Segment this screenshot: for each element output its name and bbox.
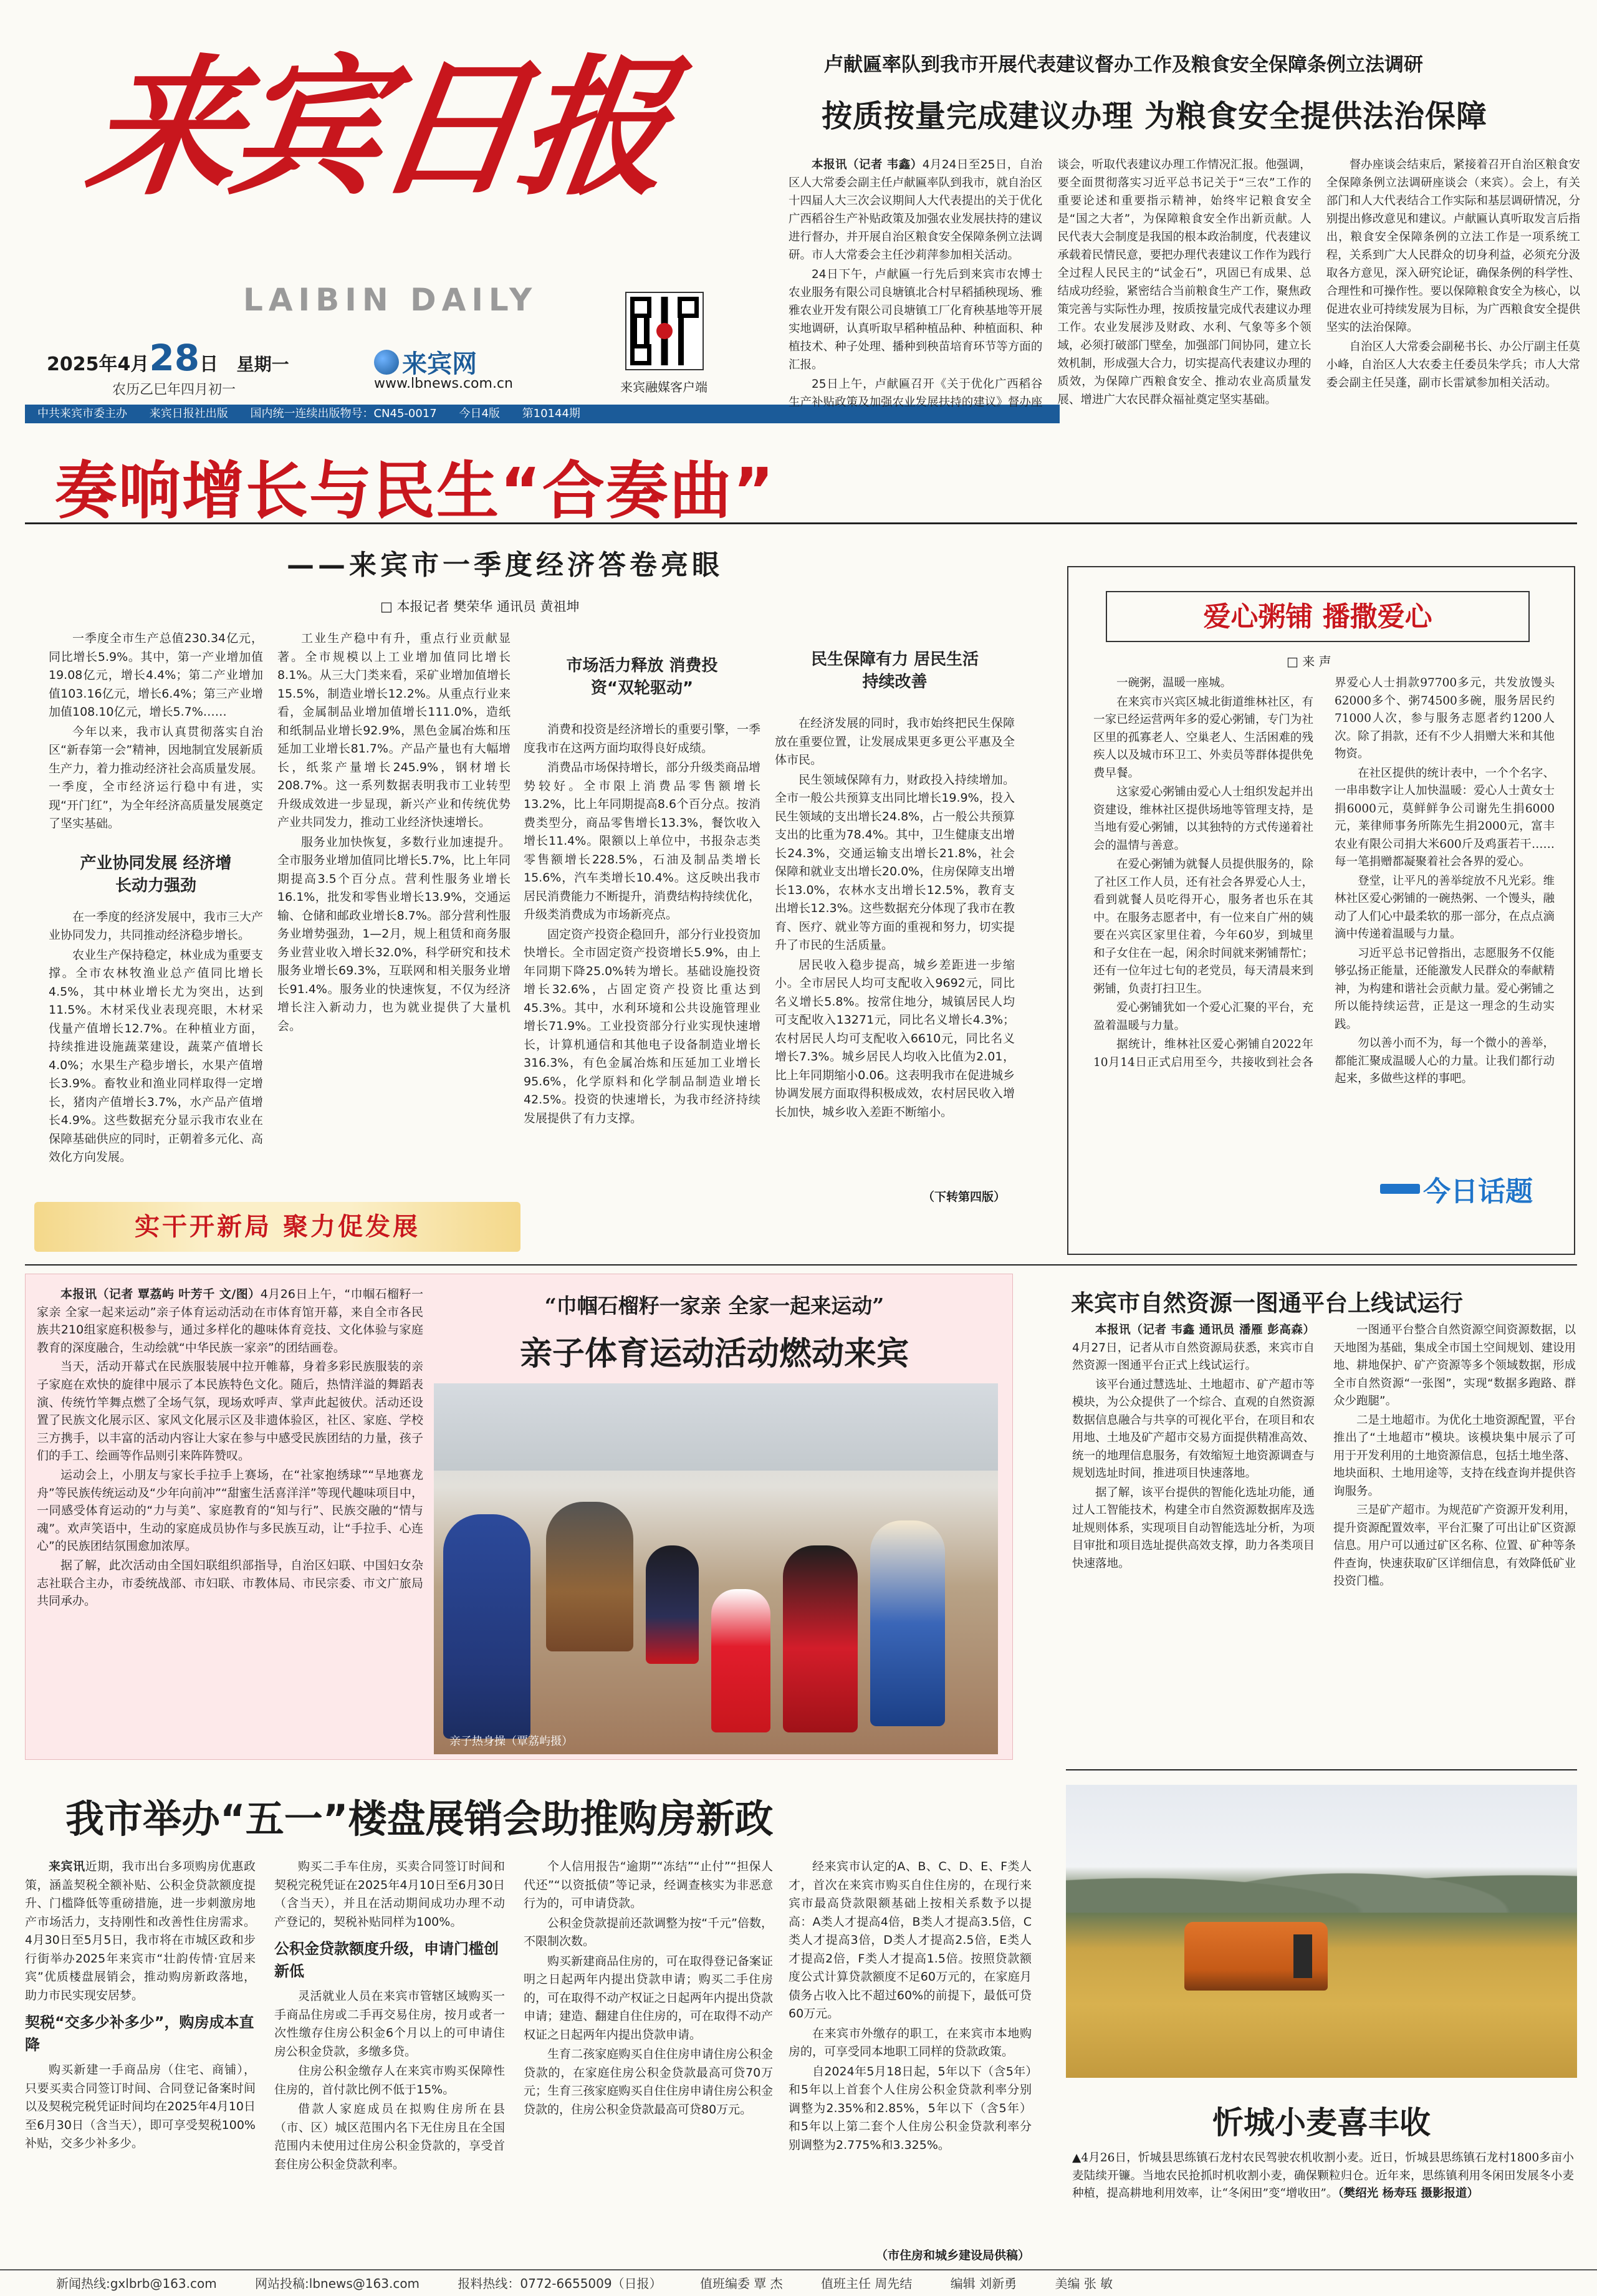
lead-section-heading-1: 产业协同发展 经济增长动力强劲 — [80, 853, 232, 895]
lead-body-col3: 市场活力释放 消费投资“双轮驱动” 消费和投资是经济增长的重要引擎，一季度我市在这两方面均取得良好成绩。 消费品市场保持增长，部分升级类商品增势较好。全市限上消费品零售额增长13.2%，比上年同期提高8.6个百分点。按消费类型分，商品零售增长13.3%，餐饮收入增长11.4%。限额以上单位中，书报杂志类零售额增长228.5%，石油及制品类增长15.6%，汽车类增长10.4%。这反映出我市居民消费能力不断提升，消费结构持续优化，升级类消费成为市场新亮点。 固定资产投资企稳回升，部分行业投资加快增长。全市固定资产投资增长5.9%，由上年同期下降25.0%转为增长。基础设施投资增长32.6%，占固定资产投资比重达到45.3%。其中，水利环境和公共设施管理业增长71.9%。工业投资部分行业实现快速增长，计算机通信和其他电子设备制造业增长316.3%，有色金属冶炼和压延加工业增长95.6%，化学原料和化学制品制造业增长42.5%。投资的快速增长，为我市经济持续发展提供了有力支撑。 — [524, 630, 760, 1303]
globe-icon — [374, 350, 399, 375]
today-topic-badge: 今日话题 — [1380, 1169, 1533, 1204]
housing-body-col4: 经来宾市认定的A、B、C、D、E、F类人才，首次在来宾市购买自住住房的，在现行来宾市最高贷款限额基础上按相关系数予以提高：A类人才提高4倍，B类人才提高3.5倍，C类人才提高3倍，D类人才提高2.5倍，E类人才提高2倍，F类人才提高1.5倍。按照贷款额度公式计算贷款额度不足60万元的，在家庭月债务占收入比不超过60%的前提下，最低可贷60万元。 在来宾市外缴存的职工，在来宾市本地购房的，可享受同本地职工同样的贷款政策。 自2024年5月18日起，5年以下（含5年）和5年以上首套个人住房公积金贷款利率分别调整为2.35%和2.85%，5年以下（含5年）和5年以上第二套个人住房公积金贷款利率分别调整为2.775%和3.325%。 — [789, 1860, 1032, 2152]
lead-section-heading-2: 市场活力释放 消费投资“双轮驱动” — [566, 656, 718, 698]
masthead-lunar-date: 农历乙巳年四月初一 — [112, 382, 236, 398]
top-story-headline: 按质按量完成建议办理 为粮食安全提供法治保障 — [822, 98, 1488, 134]
housing-section-heading-2: 公积金贷款额度升级，申请门槛创新低 — [274, 1940, 499, 1980]
website-url[interactable]: www.lbnews.com.cn — [374, 376, 513, 391]
lead-body-col1: 一季度全市生产总值230.34亿元，同比增长5.9%。其中，第一产业增加值19.08亿元，增长4.4%；第二产业增加值103.16亿元，增长6.4%；第三产业增加值108.10亿元，增长5.7%…… 今年以来，我市认真贯彻落实自治区“新春第一会”精神，因地制宜发展新质生产力，着力推动经济社会高质量发展。一季度，全市经济运行稳中有进，实现“开门红”，为全年经济高质量发展奠定了坚实基础。 产业协同发展 经济增长动力强劲 在一季度的经济发展中，我市三大产业协同发力，共同推动经济稳步增长。 农业生产保持稳定，林业成为重要支撑。全市农林牧渔业总产值同比增长4.5%，其中林业增长尤为突出，达到11.5%。木材采伐业表现亮眼，木材采伐量产值增长12.7%。在种植业方面，持续推进设施蔬菜建设，蔬菜产值增长4.0%；水果生产稳步增长，水果产值增长3.9%。畜牧业和渔业同样取得一定增长，猪肉产值增长3.7%，水产品产值增长4.9%。这些数据充分显示我市农业在保障基础供应的同时，正朝着多元化、高效化方向发展。 — [49, 632, 263, 1164]
qr-caption: 来宾融媒客户端 — [620, 380, 707, 395]
lead-byline: □ 本报记者 樊荣华 通讯员 黄祖坤 — [380, 599, 580, 614]
resources-body: 本报讯（记者 韦鑫 通讯员 潘雁 彭高森）4月27日，记者从市自然资源局获悉，来宾市自然资源一图通平台正式上线试运行。 该平台通过慧选址、土地超市、矿产超市等模块，为公众提供了一个综合、直观的自然资源数据信息融合与共享的可视化平台，在项目和农用地、土地及矿产超市交易方面提供精准高效、统一的地理信息服务，有效缩短土地资源调查与规划选址时间，推进项目快速落地。 据了解，该平台提供的智能化选址功能，通过人工智能技术，构建全市自然资源数据库及选址规则体系，实现项目自动智能选址分析，为项目审批和项目选址提供高效支撑，助力各类项目快速落地。 一图通平台整合自然资源空间资源数据，以天地图为基础，集成全市国土空间规划、建设用地、耕地保护、矿产资源等多个领域数据，形成全市自然资源“一张图”，实现“数据多跑路、群众少跑腿”。 二是土地超市。为优化土地资源配置，平台推出了“土地超市”模块。该模块集中展示了可用于开发利用的土地资源信息，包括土地坐落、地块面积、土地用途等，支持在线查询并提供咨询服务。 三是矿产超市。为规范矿产资源开发利用，提升资源配置效率，平台汇聚了可出让矿区资源信息。用户可以通过矿区名称、位置、矿种等条件查询，快速获取矿区详细信息，有效降低矿业投资门槛。 — [1072, 1323, 1576, 1588]
side-column-body: 一碗粥，温暖一座城。 在来宾市兴宾区城北街道维林社区，有一家已经运营两年多的爱心粥铺，专门为社区里的孤寡老人、空巢老人、生活困难的残疾人以及城市环卫工、外卖员等群体提供免费早餐。 这家爱心粥铺由爱心人士组织发起并出资建设，维林社区提供场地等管理支持，是当地有爱心粥铺，以其独特的方式传递着社会的温情与善意。 在爱心粥铺为就餐人员提供服务的，除了社区工作人员，还有社会各界爱心人士，看到就餐人员吃得开心，服务者也乐在其中。在服务志愿者中，有一位来自广州的姨要在兴宾区家里住着，今年60岁，到城里和子女住在一起，闲余时间就来粥铺帮忙；还有一位年过七旬的老党员，每天清晨来到粥铺，负责打扫卫生。 爱心粥铺犹如一个爱心汇聚的平台，充盈着温暖与力量。 据统计，维林社区爱心粥铺自2022年10月14日正式启用至今，共接收到社会各界爱心人士捐款97700多元，共发放馒头62000多个、粥74500多碗，服务居民约71000人次，参与服务志愿者约1200人次。除了捐款，还有不少人捐赠大米和其他物资。 在社区提供的统计表中，一个个名字、一串串数字让人加快温暖：爱心人士黄女士捐6000元，莫鲜鲜争公司谢先生捐6000元，莱律师事务所陈先生捐2000元，富丰农业有限公司捐大米600斤及鸡蛋若干……每一笔捐赠都凝聚着社会各界的爱心。 登堂，让平凡的善举绽放不凡光彩。维林社区爱心粥铺的一碗热粥、一个馒头，融动了人们心中最柔软的那一部分，在点点滴滴中传递着温暖与力量。 习近平总书记曾指出，志愿服务不仅能够弘扬正能量，还能激发人民群众的奉献精神，为构建和谐社会贡献力量。爱心粥铺之所以能持续运营，正是这一理念的生动实践。 勿以善小而不为，每一个微小的善举，都能汇聚成温暖人心的力量。让我们都行动起来，多做些这样的事吧。 — [1093, 676, 1555, 1085]
housing-headline: 我市举办“五一”楼盘展销会助推购房新政 — [65, 1796, 774, 1842]
side-column-box — [1067, 566, 1575, 1255]
masthead-title: 来宾日报 — [78, 40, 676, 216]
top-story-kicker: 卢献匾率队到我市开展代表建议督办工作及粮食安全保障条例立法调研 — [824, 54, 1423, 76]
lead-body-col2: 工业生产稳中有升，重点行业贡献显著。全市规模以上工业增加值同比增长8.1%。从三大门类来看，采矿业增加值增长15.5%，制造业增长12.2%。从重点行业来看，金属制品业增加值增长111.0%，造纸和纸制品业增长92.9%，黑色金属冶炼和压延加工业增长81.7%。产品产量也有大幅增长，纸浆产量增长245.9%，钢材增长208.7%。这一系列数据表明我市工业转型升级成效进一步显现，新兴产业和传统优势产业共同发力，推动工业经济快速增长。 服务业加快恢复，多数行业加速提升。全市服务业增加值同比增长5.7%，比上年同期提高3.5个百分点。营利性服务业增长16.1%，批发和零售业增长13.9%，交通运输、仓储和邮政业增长8.7%。部分营利性服务业增势强劲，1—2月，规上租赁和商务服务业营业收入增长32.0%，科学研究和技术服务业增长69.3%，互联网和相关服务业增长91.4%。服务业的快速恢复，不仅为经济增长注入新动力，也为就业提供了大量机会。 — [277, 632, 511, 1033]
wheat-caption-box: ▲4月26日，忻城县思练镇石龙村农民驾驶农机收割小麦。近日，忻城县思练镇石龙村1800多亩小麦陆续开镰。当地农民抢抓时机收割小麦，确保颗粒归仓。近年来，思练镇利用冬闲田发展冬小麦种植，提高耕地利用效率，让“冬闲田”变“增收田”。（樊绍光 杨寿珏 摄影报道） — [1072, 2151, 1574, 2200]
housing-body-col1: 来宾讯近期，我市出台多项购房优惠政策，涵盖契税全额补贴、公积金贷款额度提升、门槛降低等重磅措施，进一步刺激房地产市场活力，支持刚性和改善性住房需求。4月30日至5月5日，我市将在市城区政和步行街举办2025年来宾市“壮韵传情·宜居来宾”优质楼盘展销会，推动购房新政落地，助力市民实现安居梦。 契税“交多少补多少”，购房成本直降 购买新建一手商品房（住宅、商铺），只要买卖合同签订时间、合同登记备案时间以及契税完税凭证时间均在2025年4月10日至6月30日（含当天），即可享受契税100%补贴，交多少补多少。 — [25, 1860, 256, 2150]
parent-child-headline: 亲子体育运动活动燃动来宾 — [519, 1335, 909, 1373]
housing-source: （市住房和城乡建设局供稿） — [876, 2249, 1030, 2262]
footer-bar: 新闻热线:gxlbrb@163.com 网站投稿:lbnews@163.com 报料热线：0772-6655009（日报） 值班编委 覃 杰 值班主任 周先结 编辑 刘新勇 美编 张 敏 — [0, 2269, 1597, 2296]
wheat-photo — [1066, 1785, 1577, 2078]
lead-section-heading-3: 民生保障有力 居民生活持续改善 — [810, 650, 979, 691]
parent-child-body: 本报讯（记者 覃荔屿 叶芳千 文/图）4月26日上午，“巾帼石榴籽一家亲 全家一起来运动”亲子体育运动活动在市体育馆开幕，来自全市各民族共210组家庭积极参与，通过多样化的趣味体育竞技、文化体验与家庭教育的深度融合，生动绘就“中华民族一家亲”的团结画卷。 当天，活动开幕式在民族服装展中拉开帷幕，身着多彩民族服装的亲子家庭在欢快的旋律中展示了本民族特色文化。随后，热情洋溢的舞蹈表演、传统竹竿舞点燃了全场气氛，现场欢呼声、掌声此起彼伏。活动还设置了民族文化展示区、家风文化展示区及非遗体验区，社区、家庭、学校三方携手，以丰富的活动内容让大家在参与中感受民族团结的力量，孩子们的手工、绘画等作品则引来阵阵赞叹。 运动会上，小朋友与家长手拉手上赛场，在“社家抱绣球”“旱地赛龙舟”等民族传统运动及“少年向前冲”“甜蜜生活喜洋洋”等现代趣味项目中，一同感受体育运动的“力与美”、家庭教育的“知与行”、民族交融的“情与魂”。欢声笑语中，生动的家庭成员协作与多民族互动，让“手拉手、心连心”的民族团结氛围愈加浓厚。 据了解，此次活动由全国妇联组织部指导，自治区妇联、中国妇女杂志社联合主办，市委统战部、市妇联、市教体局、市民宗委、市文广旅局共同承办。 — [37, 1287, 423, 1608]
housing-section-heading-1: 契税“交多少补多少”，购房成本直降 — [25, 2014, 254, 2053]
parent-child-kicker: “巾帼石榴籽一家亲 全家一起来运动” — [544, 1294, 885, 1318]
side-column-author: □ 来 声 — [1287, 654, 1331, 669]
top-story-body: 本报讯（记者 韦鑫）4月24日至25日，自治区人大常委会副主任卢献匾率队到我市，就自治区十四届人大三次会议期间人大代表提出的关于优化广西稻谷生产补贴政策及加强农业发展扶持的建议进行督办，并开展自治区粮食安全保障条例立法调研。市人大常委会主任沙莉萍参加相关活动。 24日下午，卢献匾一行先后到来宾市农博士农业服务有限公司良塘镇北合村早稻插秧现场、雅雅农业开发有限公司良塘镇工厂化育秧基地等开展实地调研，认真听取早稻种植品种、种植面积、种植技术、种子处理、播种到秧苗培育环节等方面的汇报。 25日上午，卢献匾召开《关于优化广西稻谷生产补贴政策及加强农业发展扶持的建议》督办座谈会，听取代表建议办理工作情况汇报。他强调，要全面贯彻落实习近平总书记关于“三农”工作的重要论述和重要指示精神，始终牢记粮食安全是“国之大者”，为保障粮食安全作出新贡献。人民代表大会制度是我国的根本政治制度，代表建议承载着民情民意，要把办理代表建议工作作为践行全过程人民民主的“试金石”，巩固已有成果、总结成功经验，紧密结合当前粮食生产工作，聚焦政策完善与实际性办理，按质按量完成代表建议办理工作。农业发展涉及财政、水利、气象等多个领域，必须打破部门壁垒，加强部门间协同，建立长效机制，形成强大合力，切实提高代表建议办理的质效，为保障广西粮食安全、推动农业高质量发展、增进广大农民群众福祉奠定坚实基础。 督办座谈会结束后，紧接着召开自治区粮食安全保障条例立法调研座谈会（来宾）。会上，有关部门和人大代表结合工作实际和基层调研情况，分别提出修改意见和建议。卢献匾认真听取发言后指出，粮食安全保障条例的立法工作是一项系统工程，关系到广大人民群众的切身利益，必须充分汲取各方意见，深入研究论证，确保条例的科学性、合理性和可操作性。要以保障粮食安全为核心，以促进农业可持续发展为目标，为广西粮食安全提供坚实的法治保障。 自治区人大常委会副秘书长、办公厅副主任莫小峰，自治区人大农委主任委员朱学兵；市人大常委会副主任吴蓬，副市长雷斌参加相关活动。 — [789, 158, 1580, 409]
campaign-banner: 实干开新局 聚力促发展 — [34, 1202, 520, 1252]
parent-child-box — [25, 1274, 1013, 1760]
wheat-headline: 忻城小麦喜丰收 — [1212, 2105, 1431, 2141]
parent-child-photo — [434, 1383, 998, 1754]
side-column-title-box — [1106, 591, 1530, 642]
housing-body-col2: 购买二手车住房，买卖合同签订时间和契税完税凭证在2025年4月10日至6月30日（含当天），并且在活动期间成功办理不动产登记的，契税补贴同样为100%。 公积金贷款额度升级，申请门槛创新低 灵活就业人员在来宾市管辖区域购买一手商品住房或二手再交易住房，按月或者一次性缴存住房公积金6个月以上的可申请住房公积金贷款，多缴多贷。 住房公积金缴存人在来宾市购买保障性住房的，首付款比例不低于15%。 借款人家庭成员在拟购住房所在县（市、区）城区范围内名下无住房且在全国范围内未使用过住房公积金贷款的，享受首套住房公积金贷款利率。 — [274, 1860, 505, 2171]
masthead-english-title: LAIBIN DAILY — [243, 282, 538, 318]
lead-body-col4: 民生保障有力 居民生活持续改善 在经济发展的同时，我市始终把民生保障放在重要位置，让发展成果更多更公平惠及全体市民。 民生领域保障有力，财政投入持续增加。全市一般公共预算支出同比增长19.9%，投入民生领域的支出增长24.8%，占一般公共预算支出的比重为78.4%。其中，卫生健康支出增长24.3%，交通运输支出增长21.8%，社会保障和就业支出增长20.0%，住房保障支出增长13.0%，农林水支出增长12.5%，教育支出增长12.3%。这些数据充分体现了我市在教育、医疗、就业等方面的重视和努力，切实提升了市民的生活质量。 居民收入稳步提高，城乡差距进一步缩小。全市居民人均可支配收入9692元，同比名义增长5.8%。按常住地分，城镇居民人均可支配收入13271元，同比名义增长4.3%；农村居民人均可支配收入6610元，同比名义增长7.3%。城乡居民人均收入比值为2.01，比上年同期缩小0.06。这表明我市在促进城乡协调发展方面取得积极成效，农村居民收入增长加快，城乡收入差距不断缩小。 — [775, 630, 1015, 1284]
speech-bubble-icon — [1380, 1184, 1420, 1194]
lead-subtitle: ——来宾市一季度经济答卷亮眼 — [287, 549, 723, 581]
info-bar: 中共来宾市委主办 来宾日报社出版 国内统一连续出版物号：CN45-0017 今日4版 第10144期 — [25, 405, 1060, 423]
lead-headline: 奏响增长与民生“合奏曲” — [55, 454, 775, 527]
parent-child-photo-caption: 亲子热身操（覃荔屿摄） — [449, 1735, 573, 1748]
housing-body-col3: 个人信用报告“逾期”“冻结”“止付”“担保人代还”“以资抵债”等记录，经调查核实为非恶意行为的，可申请贷款。 公积金贷款提前还款调整为按“千元”倍数，不限制次数。 购买新建商品住房的，可在取得登记备案证明之日起两年内提出贷款申请；购买二手住房的，可在取得不动产权证之日起两年内提出贷款申请；建造、翻建自住住房的，可在取得不动产权证之日起两年内提出贷款申请。 生育二孩家庭购买自住住房申请住房公积金贷款的，在家庭住房公积金贷款最高可贷70万元；生育三孩家庭购买自住住房申请住房公积金贷款的，住房公积金贷款最高可贷80万元。 — [524, 1860, 773, 2116]
website-logo[interactable]: 来宾网 — [374, 344, 477, 380]
side-column-title: 爱心粥铺 播撒爱心 — [1203, 601, 1432, 633]
continued-note: （下转第四版） — [923, 1190, 1006, 1204]
masthead-date: 2025年4月28日 星期一 — [47, 337, 289, 379]
qr-code[interactable] — [626, 293, 703, 369]
resources-headline: 来宾市自然资源一图通平台上线试运行 — [1071, 1290, 1463, 1317]
